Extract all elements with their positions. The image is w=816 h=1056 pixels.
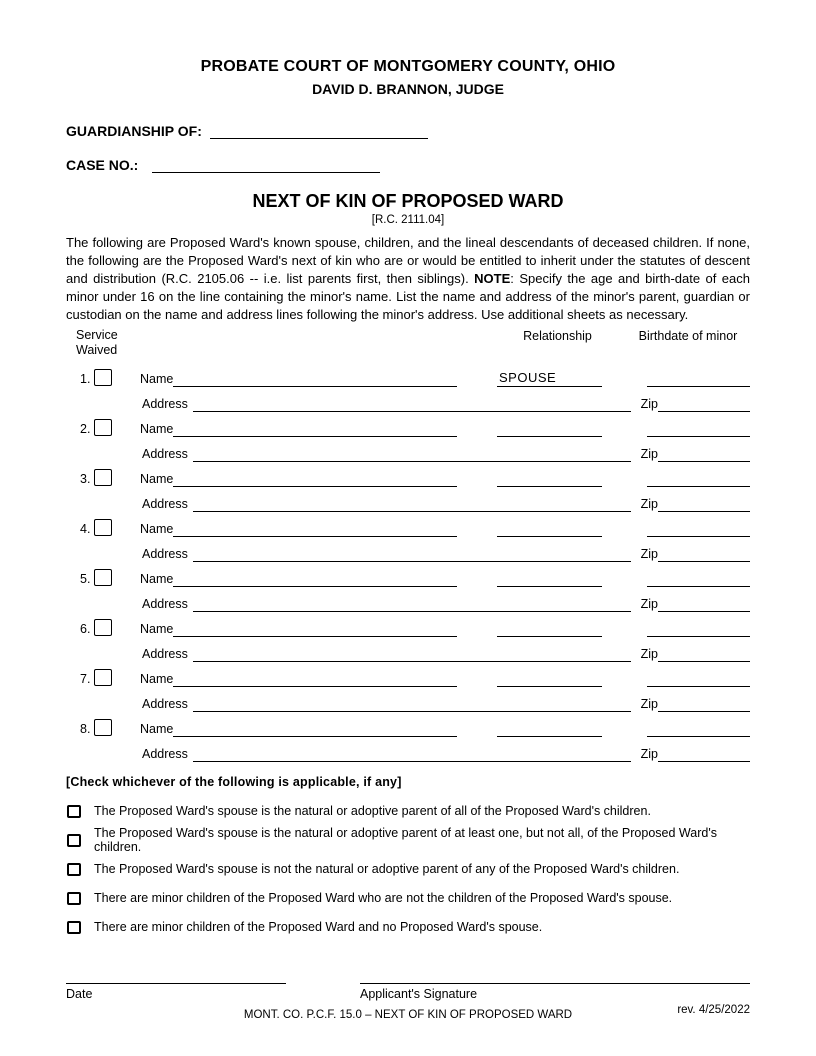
row-number: 2. — [80, 422, 91, 436]
court-name: PROBATE COURT OF MONTGOMERY COUNTY, OHIO — [200, 58, 616, 75]
address-label: Address — [142, 497, 188, 511]
address-label: Address — [142, 397, 188, 411]
birthdate-field[interactable] — [647, 369, 750, 387]
signature-block — [360, 968, 750, 1001]
service-waived-checkbox[interactable] — [94, 469, 112, 486]
guardianship-field[interactable] — [210, 121, 428, 139]
zip-field[interactable] — [658, 744, 750, 762]
relationship-field[interactable] — [497, 469, 602, 487]
address-field[interactable] — [193, 594, 631, 612]
row-number: 6. — [80, 622, 91, 636]
service-waived-checkbox[interactable] — [94, 569, 112, 586]
service-waived-checkbox[interactable] — [94, 619, 112, 636]
name-label: Name — [140, 622, 174, 636]
name-field[interactable] — [173, 519, 457, 537]
address-label: Address — [142, 597, 188, 611]
option-checkbox[interactable] — [67, 863, 81, 876]
name-label: Name — [140, 422, 174, 436]
address-field[interactable] — [193, 494, 631, 512]
address-field[interactable] — [193, 694, 631, 712]
zip-field[interactable] — [658, 694, 750, 712]
relationship-field[interactable] — [497, 719, 602, 737]
guardianship-label: GUARDIANSHIP OF: — [66, 123, 202, 139]
applicable-option-3 — [66, 862, 750, 876]
name-field[interactable] — [173, 419, 457, 437]
address-label: Address — [142, 647, 188, 661]
option-checkbox[interactable] — [67, 834, 81, 847]
service-waived-header-line1: Service — [76, 328, 118, 342]
instructions-paragraph — [66, 234, 750, 324]
kin-row-5 — [66, 562, 750, 612]
service-waived-checkbox[interactable] — [94, 519, 112, 536]
next-of-kin-table — [66, 362, 750, 762]
name-label: Name — [140, 372, 174, 386]
row-number: 3. — [80, 472, 91, 486]
option-text: There are minor children of the Proposed Ward who are not the children of the Proposed Ward's spouse. — [94, 891, 673, 905]
address-label: Address — [142, 747, 188, 761]
note-label: NOTE — [474, 271, 511, 286]
row-number: 1. — [80, 372, 91, 386]
name-field[interactable] — [173, 619, 457, 637]
option-text: The Proposed Ward's spouse is not the natural or adoptive parent of any of the Proposed Ward's children. — [94, 862, 680, 876]
service-waived-header — [76, 328, 118, 358]
address-field[interactable] — [193, 544, 631, 562]
name-field[interactable] — [173, 719, 457, 737]
guardianship-row — [66, 117, 750, 139]
relationship-field[interactable] — [497, 619, 602, 637]
applicable-section-heading: [Check whichever of the following is applicable, if any] — [66, 775, 402, 789]
case-number-row — [66, 151, 750, 173]
address-field[interactable] — [193, 444, 631, 462]
birthdate-header: Birthdate of minor — [638, 329, 738, 343]
applicable-option-1 — [66, 804, 750, 818]
zip-label: Zip — [640, 397, 658, 411]
zip-field[interactable] — [658, 644, 750, 662]
instructions-part1: The following are Proposed Ward's known spouse, children, and the lineal descendants of deceased children. If none, the following are the Proposed Ward's next of kin who are or would be entitled to inherit under the statutes of descent and distribution (R.C. 2105.06 -- i.e. list parents first, then siblings). — [66, 235, 750, 286]
birthdate-field[interactable] — [647, 619, 750, 637]
zip-field[interactable] — [658, 594, 750, 612]
date-field[interactable] — [66, 968, 286, 984]
kin-row-1 — [66, 362, 750, 412]
row-number: 5. — [80, 572, 91, 586]
table-column-headers — [66, 328, 750, 362]
judge-name: DAVID D. BRANNON, JUDGE — [312, 81, 504, 97]
relationship-field[interactable] — [497, 669, 602, 687]
instructions-part2: : Specify the age and birth-date of each minor under 16 on the line containing the minor's name. List the name and address of the minor's parent, guardian or custodian on the name and address lines following the minor's address. Use additional sheets as necessary. — [66, 271, 750, 322]
name-field[interactable] — [173, 669, 457, 687]
relationship-field[interactable] — [497, 519, 602, 537]
name-label: Name — [140, 722, 174, 736]
signature-section — [66, 968, 750, 1001]
statute-reference: [R.C. 2111.04] — [371, 214, 445, 226]
row-number: 8. — [80, 722, 91, 736]
kin-row-3 — [66, 462, 750, 512]
option-checkbox[interactable] — [67, 805, 81, 818]
case-number-field[interactable] — [152, 155, 380, 173]
zip-field[interactable] — [658, 444, 750, 462]
name-label: Name — [140, 472, 174, 486]
zip-label: Zip — [640, 447, 658, 461]
kin-row-8 — [66, 712, 750, 762]
zip-label: Zip — [640, 747, 658, 761]
kin-row-4 — [66, 512, 750, 562]
applicable-option-4 — [66, 891, 750, 905]
birthdate-field[interactable] — [647, 419, 750, 437]
name-field[interactable] — [173, 469, 457, 487]
applicant-signature-label: Applicant's Signature — [360, 987, 478, 1001]
name-field[interactable] — [173, 569, 457, 587]
name-label: Name — [140, 522, 174, 536]
relationship-field[interactable] — [497, 569, 602, 587]
zip-label: Zip — [640, 547, 658, 561]
applicant-signature-field[interactable] — [360, 968, 750, 984]
kin-row-7 — [66, 662, 750, 712]
name-field[interactable] — [173, 369, 457, 387]
form-number: MONT. CO. P.C.F. 15.0 – NEXT OF KIN OF PROPOSED WARD — [243, 1009, 573, 1021]
option-text: The Proposed Ward's spouse is the natural or adoptive parent of at least one, but not all, of the Proposed Ward's children. — [94, 826, 717, 854]
form-footer — [66, 1004, 750, 1025]
zip-field[interactable] — [658, 494, 750, 512]
zip-label: Zip — [640, 647, 658, 661]
address-label: Address — [142, 697, 188, 711]
service-waived-checkbox[interactable] — [94, 719, 112, 736]
form-title: NEXT OF KIN OF PROPOSED WARD — [252, 191, 564, 211]
applicable-option-2 — [66, 826, 750, 854]
service-waived-checkbox[interactable] — [94, 669, 112, 686]
date-label: Date — [66, 987, 93, 1001]
relationship-header: Relationship — [523, 329, 592, 343]
birthdate-field[interactable] — [647, 669, 750, 687]
zip-label: Zip — [640, 697, 658, 711]
service-waived-checkbox[interactable] — [94, 369, 112, 386]
address-field[interactable] — [193, 644, 631, 662]
birthdate-field[interactable] — [647, 569, 750, 587]
service-waived-header-line2: Waived — [76, 343, 118, 357]
zip-label: Zip — [640, 597, 658, 611]
zip-field[interactable] — [658, 544, 750, 562]
case-number-label: CASE NO.: — [66, 157, 139, 173]
address-label: Address — [142, 547, 188, 561]
birthdate-field[interactable] — [647, 469, 750, 487]
row-number: 4. — [80, 522, 91, 536]
option-checkbox[interactable] — [67, 892, 81, 905]
kin-row-2 — [66, 412, 750, 462]
zip-label: Zip — [640, 497, 658, 511]
date-block — [66, 968, 286, 1001]
kin-row-6 — [66, 612, 750, 662]
name-label: Name — [140, 672, 174, 686]
name-label: Name — [140, 572, 174, 586]
service-waived-checkbox[interactable] — [94, 419, 112, 436]
address-field[interactable] — [193, 394, 631, 412]
relationship-field[interactable]: SPOUSE — [497, 369, 602, 387]
address-label: Address — [142, 447, 188, 461]
zip-field[interactable] — [658, 394, 750, 412]
birthdate-field[interactable] — [647, 519, 750, 537]
option-text: The Proposed Ward's spouse is the natural or adoptive parent of all of the Proposed Ward's children. — [94, 804, 651, 818]
option-text: There are minor children of the Proposed Ward and no Proposed Ward's spouse. — [94, 920, 543, 934]
relationship-field[interactable] — [497, 419, 602, 437]
birthdate-field[interactable] — [647, 719, 750, 737]
address-field[interactable] — [193, 744, 631, 762]
applicable-option-5 — [66, 920, 750, 934]
revision-date: rev. 4/25/2022 — [677, 1004, 750, 1016]
option-checkbox[interactable] — [67, 921, 81, 934]
row-number: 7. — [80, 672, 91, 686]
